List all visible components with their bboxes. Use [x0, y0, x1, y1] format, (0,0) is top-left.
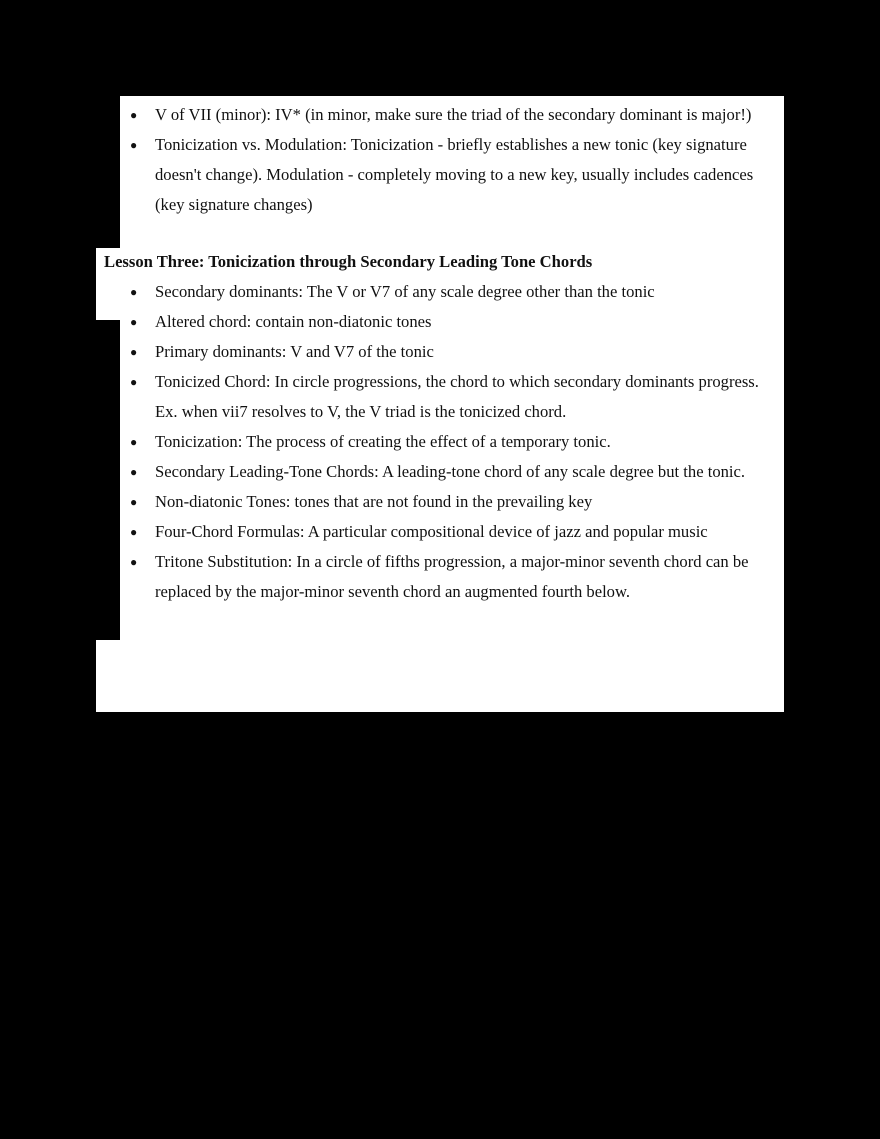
- bullet-icon: ●: [130, 285, 138, 299]
- bullet-list-lesson-three: [96, 277, 784, 607]
- list-item-text: Altered chord: contain non-diatonic tones: [155, 312, 432, 331]
- list-item: [96, 487, 784, 517]
- list-item-text: Tonicization: The process of creating the effect of a temporary tonic.: [155, 432, 611, 451]
- bullet-icon: ●: [130, 375, 138, 389]
- list-item-text: Non-diatonic Tones: tones that are not found in the prevailing key: [155, 492, 593, 511]
- list-item-text: V of VII (minor): IV* (in minor, make sure the triad of the secondary dominant is major!): [155, 105, 752, 124]
- bullet-icon: ●: [130, 138, 138, 152]
- bullet-icon: ●: [130, 315, 138, 329]
- bullet-icon: ●: [130, 525, 138, 539]
- bullet-icon: ●: [130, 108, 138, 122]
- list-item-text: Primary dominants: V and V7 of the tonic: [155, 342, 434, 361]
- list-item-text: Tonicized Chord: In circle progressions, the chord to which secondary dominants progress. Ex. when vii7 resolves to V, the V triad is the tonicized chord.: [155, 372, 759, 421]
- list-item: [96, 517, 784, 547]
- lesson-heading: Lesson Three: Tonicization through Secondary Leading Tone Chords: [104, 252, 593, 271]
- list-item-text: Secondary dominants: The V or V7 of any scale degree other than the tonic: [155, 282, 655, 301]
- bullet-icon: ●: [130, 345, 138, 359]
- list-item: [96, 367, 784, 427]
- list-item-text: Tonicization vs. Modulation: Tonicization - briefly establishes a new tonic (key signature doesn't change). Modulation - completely moving to a new key, usually includes cadences (key signature changes): [155, 135, 754, 214]
- list-item: [96, 337, 784, 367]
- list-item: [96, 277, 784, 307]
- bullet-icon: ●: [130, 435, 138, 449]
- list-item: [96, 130, 784, 220]
- list-item: [96, 307, 784, 337]
- bullet-icon: ●: [130, 495, 138, 509]
- document-content: [96, 96, 784, 607]
- bullet-list-secondary-dominants: [96, 100, 784, 220]
- list-item: [96, 427, 784, 457]
- page-region-bottom: [96, 640, 784, 712]
- list-item-text: Secondary Leading-Tone Chords: A leading-tone chord of any scale degree but the tonic.: [155, 462, 746, 481]
- list-item: [96, 547, 784, 607]
- list-item: [96, 100, 784, 130]
- list-item: [96, 457, 784, 487]
- list-item-text: Tritone Substitution: In a circle of fifths progression, a major-minor seventh chord can be replaced by the major-minor seventh chord an augmented fourth below.: [155, 552, 749, 601]
- bullet-icon: ●: [130, 555, 138, 569]
- bullet-icon: ●: [130, 465, 138, 479]
- list-item-text: Four-Chord Formulas: A particular compositional device of jazz and popular music: [155, 522, 708, 541]
